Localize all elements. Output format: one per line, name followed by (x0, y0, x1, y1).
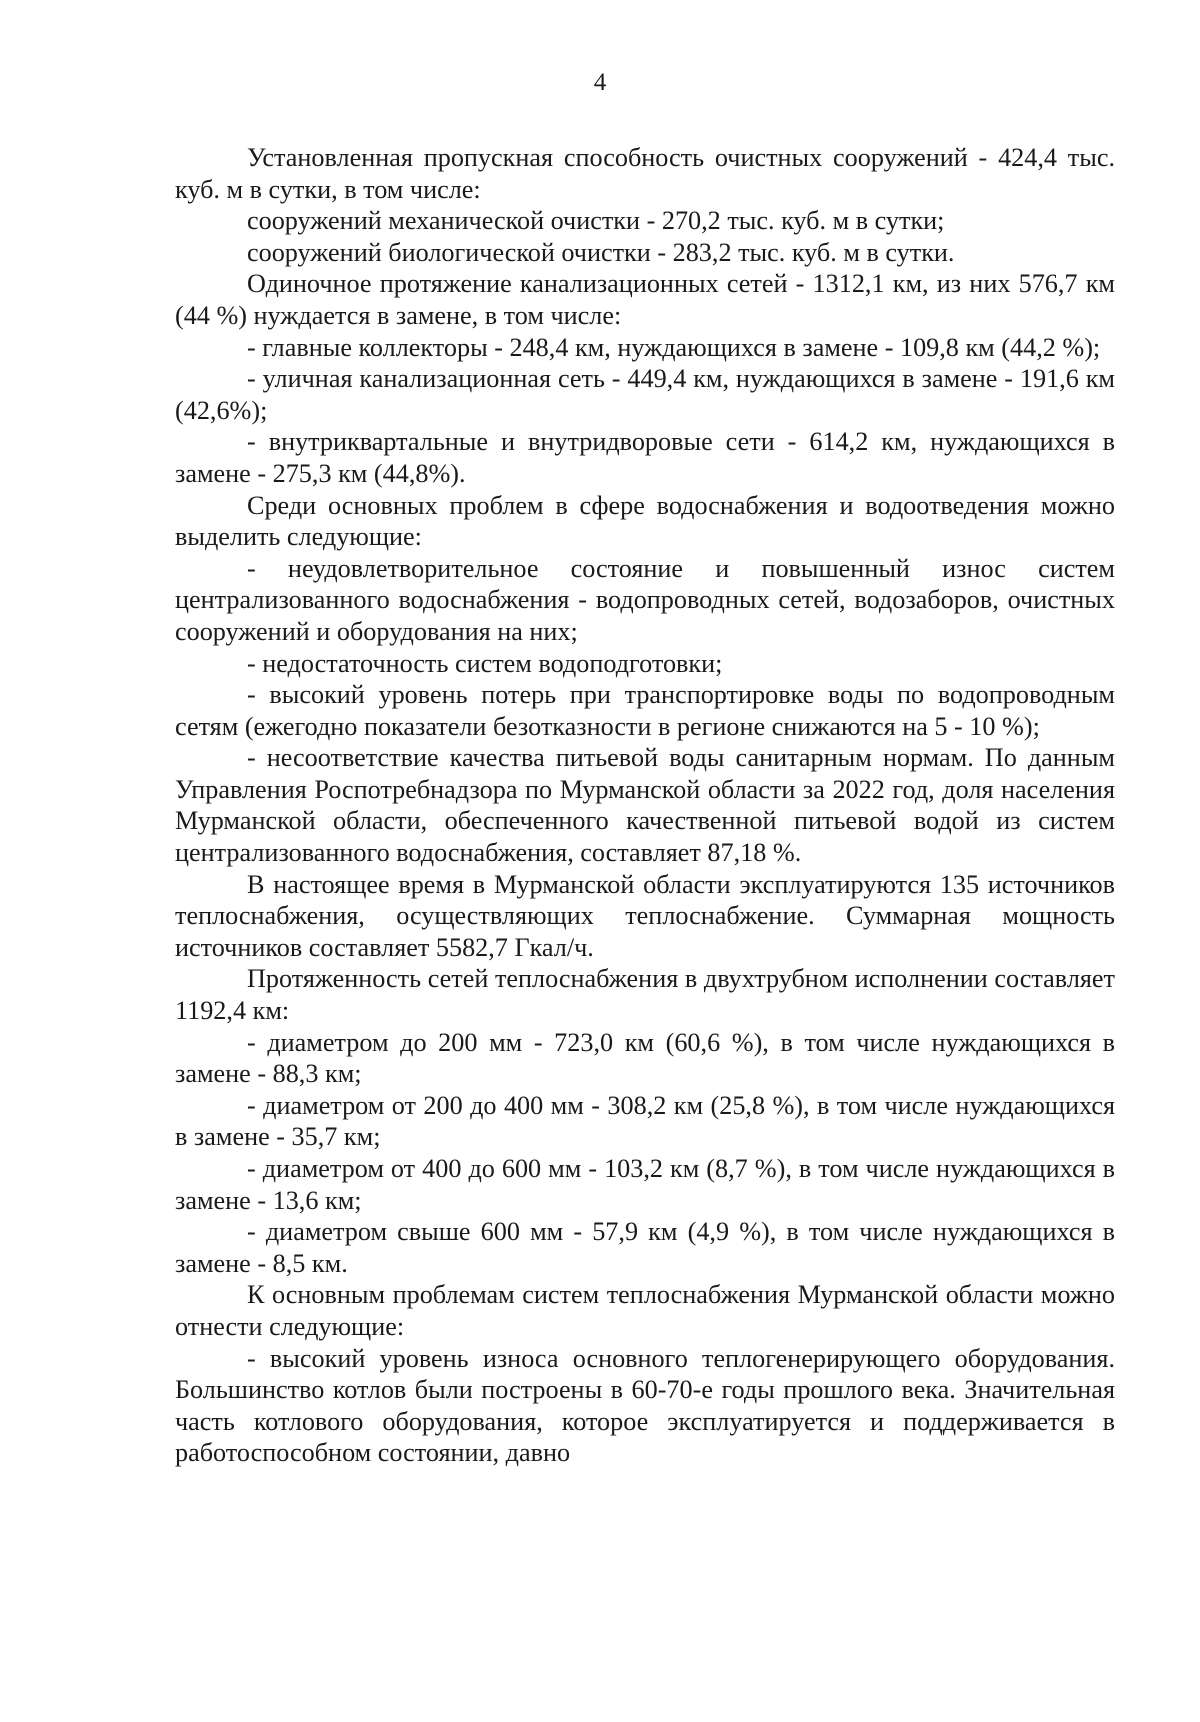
paragraph: - диаметром от 200 до 400 мм - 308,2 км (25,8 %), в том числе нуждающихся в замене - 35,7 км; (175, 1090, 1115, 1152)
page-number: 4 (593, 69, 607, 96)
paragraph: - внутриквартальные и внутридворовые сети - 614,2 км, нуждающихся в замене - 275,3 км (44,8%). (175, 427, 1115, 488)
paragraph: - диаметром свыше 600 мм - 57,9 км (4,9 %), в том числе нуждающихся в замене - 8,5 км. (175, 1217, 1115, 1278)
paragraph: - уличная канализационная сеть - 449,4 км, нуждающихся в замене - 191,6 км (42,6%); (175, 364, 1115, 425)
paragraph: - несоответствие качества питьевой воды санитарным нормам. По данным Управления Роспотребнадзора по Мурманской области за 2022 год, доля населения Мурманской области, обеспеченного качественной питьевой водой из систем централизованного водоснабжения, составляет 87,18 %. (175, 743, 1115, 868)
paragraph: - высокий уровень износа основного теплогенерирующего оборудования. Большинство котлов были построены в 60-70-е годы прошлого века. Значительная часть котлового оборудования, которое эксплуатируется и поддерживается в работоспособном состоянии, давно (175, 1343, 1115, 1468)
paragraph: - главные коллекторы - 248,4 км, нуждающихся в замене - 109,8 км (44,2 %); (247, 332, 1101, 362)
paragraph: Протяженность сетей теплоснабжения в двухтрубном исполнении составляет 1192,4 км: (175, 964, 1115, 1026)
paragraph: сооружений механической очистки - 270,2 тыс. куб. м в сутки; (247, 206, 945, 236)
paragraph: сооружений биологической очистки - 283,2 тыс. куб. м в сутки. (247, 237, 955, 267)
paragraph: Одиночное протяжение канализационных сетей - 1312,1 км, из них 576,7 км (44 %) нуждается в замене, в том числе: (175, 269, 1115, 330)
paragraph: К основным проблемам систем теплоснабжения Мурманской области можно отнести следующие: (175, 1280, 1115, 1341)
paragraph: - диаметром от 400 до 600 мм - 103,2 км (8,7 %), в том числе нуждающихся в замене - 13,6 км; (175, 1154, 1115, 1215)
paragraph: Установленная пропускная способность очистных сооружений - 424,4 тыс. куб. м в сутки, в том числе: (175, 143, 1115, 204)
paragraph: - недостаточность систем водоподготовки; (247, 648, 723, 678)
paragraph: - высокий уровень потерь при транспортировке воды по водопроводным сетям (ежегодно показатели безотказности в регионе снижаются на 5 - 10 %); (175, 680, 1115, 741)
paragraph: - неудовлетворительное состояние и повышенный износ систем централизованного водоснабжения - водопроводных сетей, водозаборов, очистных сооружений и оборудования на них; (175, 553, 1115, 646)
document-body (175, 142, 1115, 1469)
paragraph: В настоящее время в Мурманской области эксплуатируются 135 источников теплоснабжения, осуществляющих теплоснабжение. Суммарная мощность источников составляет 5582,7 Гкал/ч. (175, 869, 1115, 962)
paragraph: Среди основных проблем в сфере водоснабжения и водоотведения можно выделить следующие: (175, 490, 1115, 552)
paragraph: - диаметром до 200 мм - 723,0 км (60,6 %), в том числе нуждающихся в замене - 88,3 км; (175, 1027, 1115, 1089)
